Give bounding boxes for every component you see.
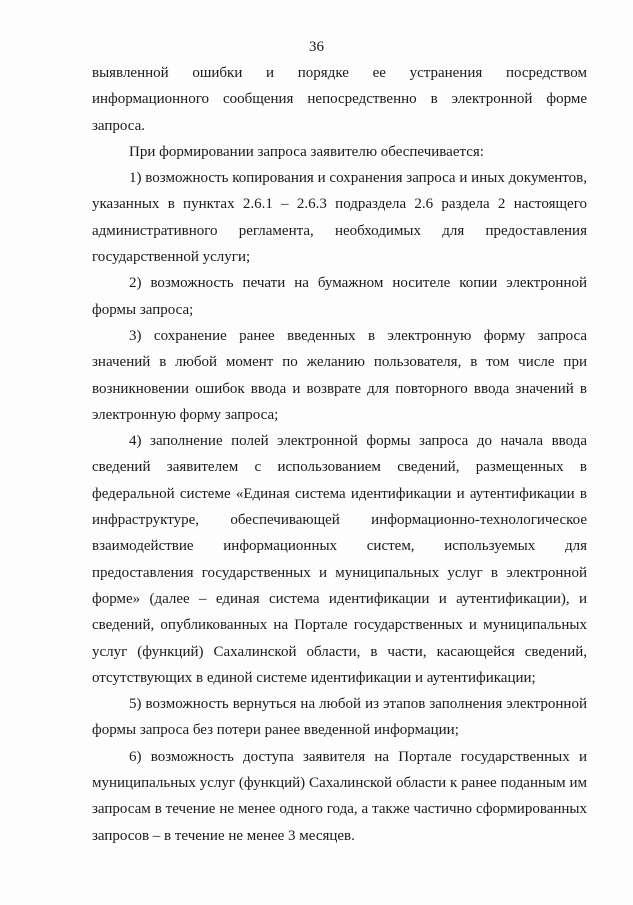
list-item-6: 6) возможность доступа заявителя на Портале государственных и муниципальных услуг (функций) Сахалинской области к ранее поданным им запросам в течение не менее одного года, а также частично сформированных запросов – в течение не менее 3 месяцев.: [92, 748, 587, 844]
list-item-5: 5) возможность вернуться на любой из этапов заполнения электронной формы запроса без потери ранее введенной информации;: [92, 696, 587, 739]
list-item-1: 1) возможность копирования и сохранения запроса и иных документов, указанных в пунктах 2.6.1 – 2.6.3 подраздела 2.6 раздела 2 настоящего административного регламента, необходимых для предоставления государственной услуги;: [92, 170, 587, 266]
paragraph-intro: При формировании запроса заявителю обеспечивается:: [129, 143, 484, 160]
list-item-4: 4) заполнение полей электронной формы запроса до начала ввода сведений заявителем с использованием сведений, размещенных в федеральной системе «Единая система идентификации и аутентификации в инфраструктуре, обеспечивающей информационно-технологическое взаимодействие информационных систем, используемых для предоставления государственных и муниципальных услуг в электронной форме» (далее – единая система идентификации и аутентификации), и сведений, опубликованных на Портале государственных и муниципальных услуг (функций) Сахалинской области, в части, касающейся сведений, отсутствующих в единой системе идентификации и аутентификации;: [92, 433, 587, 686]
paragraph-continuation: выявленной ошибки и порядке ее устранения посредством информационного сообщения непосредственно в электронной форме запроса.: [92, 65, 587, 134]
list-item-3: 3) сохранение ранее введенных в электронную форму запроса значений в любой момент по желанию пользователя, в том числе при возникновении ошибок ввода и возврате для повторного ввода значений в электронную форму запроса;: [92, 327, 587, 423]
document-body: [92, 60, 587, 849]
list-item-2: 2) возможность печати на бумажном носителе копии электронной формы запроса;: [92, 275, 587, 318]
page-number: 36: [309, 39, 324, 55]
